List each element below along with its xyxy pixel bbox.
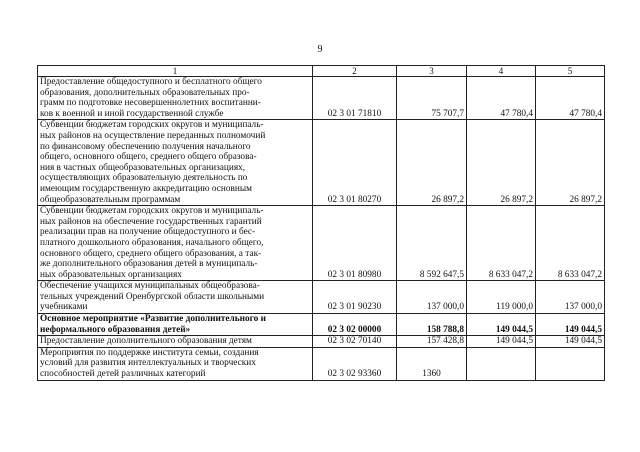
- row-code: 02 3 02 70140: [313, 336, 397, 348]
- row-code: 02 3 01 80980: [313, 206, 397, 281]
- header-cell-year-3: 5: [536, 66, 605, 77]
- row-name: Основное мероприятие «Развитие дополнительного и неформального образования детей»: [38, 314, 313, 336]
- table-row: [38, 336, 605, 348]
- row-code: 02 3 02 93360: [313, 347, 397, 380]
- row-code: 02 3 01 80270: [313, 120, 397, 206]
- row-code: 02 3 01 90230: [313, 281, 397, 314]
- header-cell-name: 1: [38, 66, 313, 77]
- row-value-2: 119 000,0: [467, 281, 536, 314]
- row-value-2: [467, 347, 536, 380]
- row-value-3: 8 633 047,2: [536, 206, 605, 281]
- row-value-3: 149 044,5: [536, 336, 605, 348]
- row-value-2: 26 897,2: [467, 120, 536, 206]
- row-value-1: 1360: [397, 347, 467, 380]
- row-value-1: 26 897,2: [397, 120, 467, 206]
- header-cell-code: 2: [313, 66, 397, 77]
- budget-table: [37, 65, 605, 381]
- row-value-3: [536, 347, 605, 380]
- header-cell-year-2: 4: [467, 66, 536, 77]
- row-code: 02 3 01 71810: [313, 77, 397, 120]
- row-value-1: 8 592 647,5: [397, 206, 467, 281]
- page-number: 9: [317, 44, 323, 55]
- row-value-2: 149 044,5: [467, 314, 536, 336]
- table-row: [38, 120, 605, 206]
- table-row: [38, 347, 605, 380]
- table-row: [38, 77, 605, 120]
- row-value-1: 75 707,7: [397, 77, 467, 120]
- table-row: [38, 281, 605, 314]
- row-value-1: 137 000,0: [397, 281, 467, 314]
- row-value-3: 137 000,0: [536, 281, 605, 314]
- row-value-2: 47 780,4: [467, 77, 536, 120]
- table-header-row: [38, 66, 605, 77]
- row-value-3: 149 044,5: [536, 314, 605, 336]
- row-value-2: 8 633 047,2: [467, 206, 536, 281]
- row-name: Субвенции бюджетам городских округов и муниципаль- ных районов на обеспечение государственных гарантий реализации прав на получение общедоступного и бес- платного дошкольного образования, начального общего, основного общего, среднего общего образования, а так- же дополнительного образования детей в муниципаль- ных образовательных организациях: [38, 206, 313, 281]
- row-value-1: 158 788,8: [397, 314, 467, 336]
- row-value-3: 47 780,4: [536, 77, 605, 120]
- header-cell-year-1: 3: [397, 66, 467, 77]
- row-name: Предоставление общедоступного и бесплатного общего образования, дополнительных образовательных про- грамм по подготовке несовершеннолетних воспитанни- ков к военной и иной государственной службе: [38, 77, 313, 120]
- row-value-1: 157 428,8: [397, 336, 467, 348]
- row-name: Мероприятия по поддержке института семьи, создания условий для развития интеллектуальных и творческих способностей детей различных категорий: [38, 347, 313, 380]
- table-row-main-activity: [38, 314, 605, 336]
- row-name: Обеспечение учащихся муниципальных общеобразова- тельных учреждений Оренбургской области школьными учебниками: [38, 281, 313, 314]
- row-name: Субвенции бюджетам городских округов и муниципаль- ных районов на осуществление переданных полномочий по финансовому обеспечению получения начального общего, основного общего, среднего общего образова- ния в частных общеобразовательных организациях, осуществляющих образовательную деятельность по имеющим государственную аккредитацию основным общеобразовательным программам: [38, 120, 313, 206]
- table-row: [38, 206, 605, 281]
- row-code: 02 3 02 00000: [313, 314, 397, 336]
- row-name: Предоставление дополнительного образования детям: [38, 336, 313, 348]
- row-value-2: 149 044,5: [467, 336, 536, 348]
- row-value-3: 26 897,2: [536, 120, 605, 206]
